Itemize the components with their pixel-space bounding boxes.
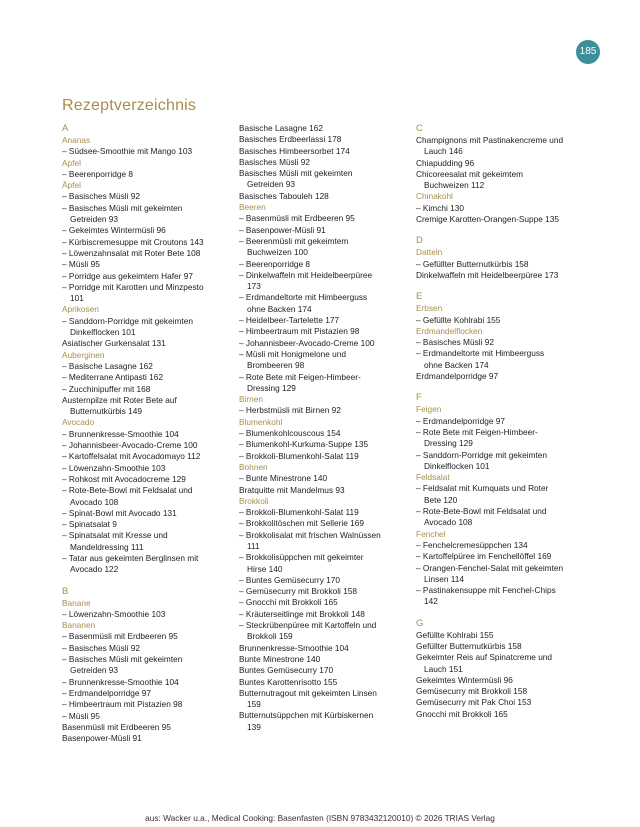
index-sub-entry [62, 146, 234, 157]
index-sub-entry [239, 552, 411, 575]
entry-text: – Rote-Bete-Bowl mit Feldsalat und [416, 506, 547, 517]
index-sub-entry [239, 326, 411, 337]
entry-text: – Rohkost mit Avocadocreme 129 [62, 473, 186, 484]
source-footer: aus: Wacker u.a., Medical Cooking: Basenfasten (ISBN 9783432120010) © 2026 TRIAS Verlag [145, 813, 495, 823]
ingredient-group-heading: Birnen [239, 394, 263, 405]
entry-text: – Basische Lasagne 162 [62, 360, 153, 371]
index-sub-entry [239, 507, 411, 518]
entry-text: Brunnenkresse-Smoothie 104 [239, 642, 349, 653]
entry-text: – Löwenzahn-Smoothie 103 [62, 608, 166, 619]
index-entry [239, 643, 411, 654]
index-sub-entry [62, 282, 234, 305]
entry-text: Basische Lasagne 162 [239, 123, 323, 133]
entry-text: – Kartoffelsalat mit Avocadomayo 112 [62, 451, 201, 462]
entry-continuation: 111 [247, 540, 260, 551]
entry-text: – Gefüllter Butternutkürbis 158 [416, 258, 529, 269]
index-sub-entry [62, 169, 234, 180]
index-sub-entry [239, 428, 411, 439]
page-number-badge: 185 [576, 40, 600, 64]
index-letter-heading: F [416, 392, 422, 404]
index-sub-entry [416, 585, 592, 608]
ingredient-group-heading: Banane [62, 597, 91, 608]
entry-text: – Basisches Müsli 92 [416, 337, 494, 348]
index-entry [239, 134, 411, 145]
index-sub-entry [239, 405, 411, 416]
entry-continuation: Getreiden 93 [247, 179, 295, 190]
entry-text: – Porridge aus gekeimtem Hafer 97 [62, 270, 193, 281]
ingredient-group-heading: Auberginen [62, 349, 105, 360]
entry-text: – Gemüsecurry mit Brokkoli 158 [239, 586, 358, 597]
entry-text: – Sanddorn-Porridge mit gekeimten [416, 449, 547, 460]
entry-text: Gekeimter Reis auf Spinatcreme und [416, 652, 553, 663]
entry-continuation: Dinkelflocken 101 [424, 460, 490, 471]
entry-text: Asiatischer Gurkensalat 131 [62, 338, 166, 349]
entry-text: – Müsli mit Honigmelone und [239, 348, 346, 359]
entry-text: – Rote-Bete-Bowl mit Feldsalat und [62, 485, 193, 496]
ingredient-group-heading: Chinakohl [416, 191, 453, 202]
entry-text: Basisches Müsli 92 [239, 156, 311, 167]
index-sub-entry [416, 540, 592, 551]
entry-text: Butternutragout mit gekeimten Linsen [239, 687, 377, 698]
index-sub-entry [62, 485, 234, 508]
entry-text: – Beerenporridge 8 [62, 168, 134, 179]
entry-text: – Buntes Gemüsecurry 170 [239, 574, 340, 585]
entry-text: – Erdmandeltorte mit Himbeerguss [239, 292, 368, 303]
index-entry [416, 697, 592, 708]
entry-text: – Mediterrane Antipasti 162 [62, 372, 164, 383]
index-sub-entry [239, 338, 411, 349]
index-sub-entry [62, 699, 234, 710]
entry-text: – Blumenkohlcouscous 154 [239, 428, 341, 439]
index-entry [416, 630, 592, 641]
index-sub-entry [239, 236, 411, 259]
index-sub-entry [62, 225, 234, 236]
entry-text: – Himbeertraum mit Pistazien 98 [62, 699, 183, 710]
index-sub-entry [62, 654, 234, 677]
ingredient-group-heading: Brokkoli [239, 495, 269, 506]
index-sub-entry [239, 530, 411, 553]
entry-text: – Erdmandelporridge 97 [62, 687, 152, 698]
ingredient-group-heading: Bohnen [239, 461, 268, 472]
ingredient-group-heading: Avocado [62, 417, 95, 428]
entry-continuation: Mandeldressing 111 [70, 541, 144, 552]
index-sub-entry [62, 508, 234, 519]
entry-text: – Spinat-Bowl mit Avocado 131 [62, 507, 177, 518]
entry-text: – Rote Bete mit Feigen-Himbeer- [416, 426, 538, 437]
entry-text: – Dinkelwaffeln mit Heidelbeerpüree [239, 269, 373, 280]
index-column-1 [62, 123, 234, 744]
index-entry [416, 686, 592, 697]
index-letter-heading: D [416, 235, 423, 247]
entry-text: Basisches Müsli mit gekeimten [239, 168, 353, 179]
entry-text: Chicoreesalat mit gekeimtem [416, 168, 523, 179]
entry-continuation: Hirse 140 [247, 563, 283, 574]
index-entry [239, 157, 411, 168]
index-sub-entry [239, 315, 411, 326]
index-sub-entry [62, 631, 234, 642]
ingredient-group-heading: Datteln [416, 247, 443, 258]
index-entry [416, 709, 592, 720]
entry-text: – Beerenporridge 8 [239, 258, 311, 269]
index-letter-heading: G [416, 617, 424, 629]
entry-text: – Bunte Minestrone 140 [239, 473, 328, 484]
entry-text: – Heidelbeer-Tartelette 177 [239, 315, 340, 326]
index-sub-entry [416, 348, 592, 371]
index-sub-entry [239, 518, 411, 529]
entry-continuation: Dinkelflocken 101 [70, 327, 136, 338]
entry-text: Butternutsüppchen mit Kürbiskernen [239, 710, 374, 721]
index-sub-entry [416, 203, 592, 214]
entry-continuation: 173 [247, 281, 261, 292]
entry-continuation: Lauch 151 [424, 663, 463, 674]
index-sub-entry [62, 203, 234, 226]
entry-text: Gefüllter Butternutkürbis 158 [416, 640, 522, 651]
entry-continuation: Lauch 146 [424, 146, 463, 157]
entry-continuation: 139 [247, 721, 261, 732]
entry-text: Chiapudding 96 [416, 157, 475, 168]
entry-continuation: Brombeeren 98 [247, 360, 305, 371]
entry-text: – Johannisbeer-Avocado-Creme 100 [239, 337, 375, 348]
entry-text: – Pastinakensuppe mit Fenchel-Chips [416, 585, 556, 596]
index-sub-entry [62, 429, 234, 440]
entry-continuation: Dressing 129 [247, 382, 296, 393]
index-entry [416, 158, 592, 169]
entry-text: – Gnocchi mit Brokkoli 165 [239, 597, 338, 608]
index-column-2 [239, 123, 411, 733]
entry-text: Dinkelwaffeln mit Heidelbeerpüree 173 [416, 269, 559, 280]
index-entry [62, 395, 234, 418]
entry-text: – Basenmüsli mit Erdbeeren 95 [62, 631, 178, 642]
index-sub-entry [62, 440, 234, 451]
index-sub-entry [416, 551, 592, 562]
entry-text: Basenpower-Müsli 91 [62, 733, 142, 744]
entry-text: – Fenchelcremesüppchen 134 [416, 539, 528, 550]
index-entry [416, 641, 592, 652]
index-sub-entry [239, 349, 411, 372]
entry-text: Buntes Karottenrisotto 155 [239, 676, 338, 687]
entry-text: – Basisches Müsli 92 [62, 642, 140, 653]
index-sub-entry [62, 609, 234, 620]
index-entry [239, 191, 411, 202]
entry-text: Austernpilze mit Roter Bete auf [62, 394, 177, 405]
entry-continuation: Bete 120 [424, 494, 458, 505]
entry-text: Cremige Karotten-Orangen-Suppe 135 [416, 214, 559, 225]
ingredient-group-heading: Erbsen [416, 303, 443, 314]
index-sub-entry [239, 597, 411, 608]
index-entry [62, 338, 234, 349]
entry-continuation: Linsen 114 [424, 573, 464, 584]
index-sub-entry [416, 259, 592, 270]
entry-text: Basisches Erdbeerlassi 178 [239, 134, 342, 145]
entry-text: Gefüllte Kohlrabi 155 [416, 629, 494, 640]
entry-text: Gnocchi mit Brokkoli 165 [416, 708, 508, 719]
index-sub-entry [62, 553, 234, 576]
entry-continuation: Brokkoli 159 [247, 631, 293, 642]
index-sub-entry [239, 586, 411, 597]
entry-text: – Tatar aus gekeimten Berglinsen mit [62, 552, 199, 563]
index-sub-entry [62, 530, 234, 553]
index-letter-heading: E [416, 291, 423, 303]
entry-continuation: Avocado 108 [424, 517, 473, 528]
entry-text: Gemüsecurry mit Pak Choi 153 [416, 697, 532, 708]
index-letter-heading: B [62, 585, 69, 597]
index-sub-entry [62, 372, 234, 383]
ingredient-group-heading: Beeren [239, 202, 266, 213]
entry-text: – Brunnenkresse-Smoothie 104 [62, 676, 179, 687]
index-entry [239, 485, 411, 496]
index-entry [416, 371, 592, 382]
ingredient-group-heading: Ananas [62, 135, 91, 145]
entry-text: – Basisches Müsli mit gekeimten [62, 654, 183, 665]
index-entry [416, 675, 592, 686]
index-sub-entry [239, 213, 411, 224]
index-sub-entry [62, 361, 234, 372]
entry-text: – Müsli 95 [62, 710, 100, 721]
ingredient-group-heading: Fenchel [416, 528, 446, 539]
index-sub-entry [62, 643, 234, 654]
index-letter-heading: C [416, 123, 423, 134]
index-sub-entry [62, 463, 234, 474]
index-entry [62, 733, 234, 744]
index-sub-entry [239, 372, 411, 395]
entry-text: Gemüsecurry mit Brokkoli 158 [416, 686, 528, 697]
entry-text: Champignons mit Pastinakencreme und [416, 135, 564, 145]
entry-text: – Rote Bete mit Feigen-Himbeer- [239, 371, 361, 382]
entry-text: Erdmandelporridge 97 [416, 371, 499, 382]
index-sub-entry [416, 563, 592, 586]
index-sub-entry [239, 259, 411, 270]
index-sub-entry [62, 384, 234, 395]
index-sub-entry [62, 259, 234, 270]
index-sub-entry [62, 688, 234, 699]
entry-text: – Sanddorn-Porridge mit gekeimten [62, 315, 193, 326]
index-sub-entry [62, 271, 234, 282]
index-sub-entry [416, 483, 592, 506]
entry-text: – Zucchinipuffer mit 168 [62, 383, 151, 394]
entry-text: Bratquitte mit Mandelmus 93 [239, 484, 345, 495]
index-entry [239, 168, 411, 191]
entry-text: – Kürbiscremesuppe mit Croutons 143 [62, 236, 204, 247]
index-sub-entry [239, 451, 411, 462]
index-sub-entry [239, 609, 411, 620]
entry-continuation: Getreiden 93 [70, 665, 118, 676]
index-sub-entry [62, 316, 234, 339]
index-entry [239, 677, 411, 688]
entry-continuation: 159 [247, 699, 261, 710]
index-column-3 [416, 123, 592, 720]
index-sub-entry [416, 315, 592, 326]
entry-text: – Orangen-Fenchel-Salat mit gekeimten [416, 562, 564, 573]
index-entry [239, 654, 411, 665]
index-entry [239, 123, 411, 134]
entry-text: – Müsli 95 [62, 259, 100, 270]
ingredient-group-heading: Apfel [62, 157, 81, 168]
entry-text: – Spinatsalat mit Kresse und [62, 530, 168, 541]
index-entry [416, 214, 592, 225]
entry-text: Gekeimtes Wintermüsli 96 [416, 674, 513, 685]
entry-text: – Basisches Müsli 92 [62, 191, 140, 202]
ingredient-group-heading: Äpfel [62, 180, 81, 191]
entry-continuation: Dressing 129 [424, 438, 473, 449]
entry-text: – Basenpower-Müsli 91 [239, 224, 326, 235]
index-entry [239, 688, 411, 711]
entry-text: – Erdmandelporridge 97 [416, 415, 506, 426]
entry-text: – Brokkolisalat mit frischen Walnüssen [239, 529, 381, 540]
entry-continuation: ohne Backen 174 [247, 303, 312, 314]
entry-continuation: Avocado 122 [70, 564, 119, 575]
index-letter-heading: A [62, 123, 69, 134]
entry-continuation: Butternutkürbis 149 [70, 406, 142, 417]
ingredient-group-heading: Erdmandelflocken [416, 325, 483, 336]
entry-text: – Löwenzahn-Smoothie 103 [62, 462, 166, 473]
entry-text: – Brokkoli-Blumenkohl-Salat 119 [239, 507, 359, 518]
entry-continuation: Buchweizen 112 [424, 180, 485, 191]
index-entry [416, 169, 592, 192]
index-sub-entry [239, 473, 411, 484]
entry-text: – Basenmüsli mit Erdbeeren 95 [239, 213, 355, 224]
entry-continuation: ohne Backen 174 [424, 359, 489, 370]
index-sub-entry [416, 427, 592, 450]
index-sub-entry [62, 711, 234, 722]
entry-text: – Kartoffelpüree im Fenchellöffel 169 [416, 551, 552, 562]
entry-text: – Beerenmüsli mit gekeimtem [239, 235, 349, 246]
index-sub-entry [239, 225, 411, 236]
index-sub-entry [416, 450, 592, 473]
entry-text: – Gekeimtes Wintermüsli 96 [62, 225, 166, 236]
index-sub-entry [239, 575, 411, 586]
entry-text: – Löwenzahnsalat mit Roter Bete 108 [62, 247, 201, 258]
entry-continuation: Avocado 108 [70, 496, 119, 507]
index-sub-entry [239, 270, 411, 293]
index-entry [239, 710, 411, 733]
entry-continuation: 101 [70, 293, 84, 304]
ingredient-group-heading: Feldsalat [416, 472, 450, 483]
entry-text: – Brokkolitöschen mit Sellerie 169 [239, 518, 364, 529]
page-title: Rezeptverzeichnis [62, 97, 197, 114]
ingredient-group-heading: Feigen [416, 404, 442, 415]
index-sub-entry [62, 677, 234, 688]
index-sub-entry [239, 620, 411, 643]
entry-text: – Südsee-Smoothie mit Mango 103 [62, 146, 193, 157]
entry-continuation: Getreiden 93 [70, 214, 118, 225]
entry-text: – Feldsalat mit Kumquats und Roter [416, 483, 549, 494]
index-entry [239, 146, 411, 157]
index-entry [239, 665, 411, 676]
entry-text: – Steckrübenpüree mit Kartoffeln und [239, 620, 377, 631]
entry-text: – Basisches Müsli mit gekeimten [62, 202, 183, 213]
entry-text: Bunte Minestrone 140 [239, 653, 321, 664]
entry-text: – Brokkolisüppchen mit gekeimter [239, 552, 364, 563]
entry-text: – Erdmandeltorte mit Himbeerguss [416, 348, 545, 359]
ingredient-group-heading: Blumenkohl [239, 416, 283, 427]
entry-continuation: 142 [424, 596, 438, 607]
entry-text: – Brunnenkresse-Smoothie 104 [62, 428, 179, 439]
index-entry [416, 270, 592, 281]
index-sub-entry [62, 191, 234, 202]
entry-text: – Herbstmüsli mit Birnen 92 [239, 405, 341, 416]
ingredient-group-heading: Bananen [62, 620, 96, 631]
index-sub-entry [416, 337, 592, 348]
entry-text: Basenmüsli mit Erdbeeren 95 [62, 721, 171, 732]
index-entry [416, 652, 592, 675]
index-sub-entry [62, 474, 234, 485]
entry-text: – Gefüllte Kohlrabi 155 [416, 314, 501, 325]
index-sub-entry [239, 439, 411, 450]
ingredient-group-heading: Aprikosen [62, 304, 99, 315]
entry-text: – Kimchi 130 [416, 202, 464, 213]
entry-text: – Blumenkohl-Kurkuma-Suppe 135 [239, 439, 369, 450]
index-entry [416, 135, 592, 158]
entry-text: – Johannisbeer-Avocado-Creme 100 [62, 440, 198, 451]
index-sub-entry [416, 506, 592, 529]
entry-text: – Spinatsalat 9 [62, 519, 117, 530]
index-sub-entry [416, 416, 592, 427]
index-sub-entry [239, 292, 411, 315]
entry-text: – Brokkoli-Blumenkohl-Salat 119 [239, 450, 359, 461]
entry-text: Basisches Himbeersorbet 174 [239, 145, 350, 156]
index-sub-entry [62, 237, 234, 248]
entry-text: – Porridge mit Karotten und Minzpesto [62, 281, 204, 292]
index-entry [62, 722, 234, 733]
entry-text: – Kräuterseitlinge mit Brokkoli 148 [239, 608, 365, 619]
entry-text: Basisches Tabouleh 128 [239, 190, 329, 201]
index-sub-entry [62, 451, 234, 462]
index-sub-entry [62, 519, 234, 530]
entry-text: Buntes Gemüsecurry 170 [239, 665, 334, 676]
index-sub-entry [62, 248, 234, 259]
entry-text: – Himbeertraum mit Pistazien 98 [239, 326, 360, 337]
entry-continuation: Buchweizen 100 [247, 247, 308, 258]
